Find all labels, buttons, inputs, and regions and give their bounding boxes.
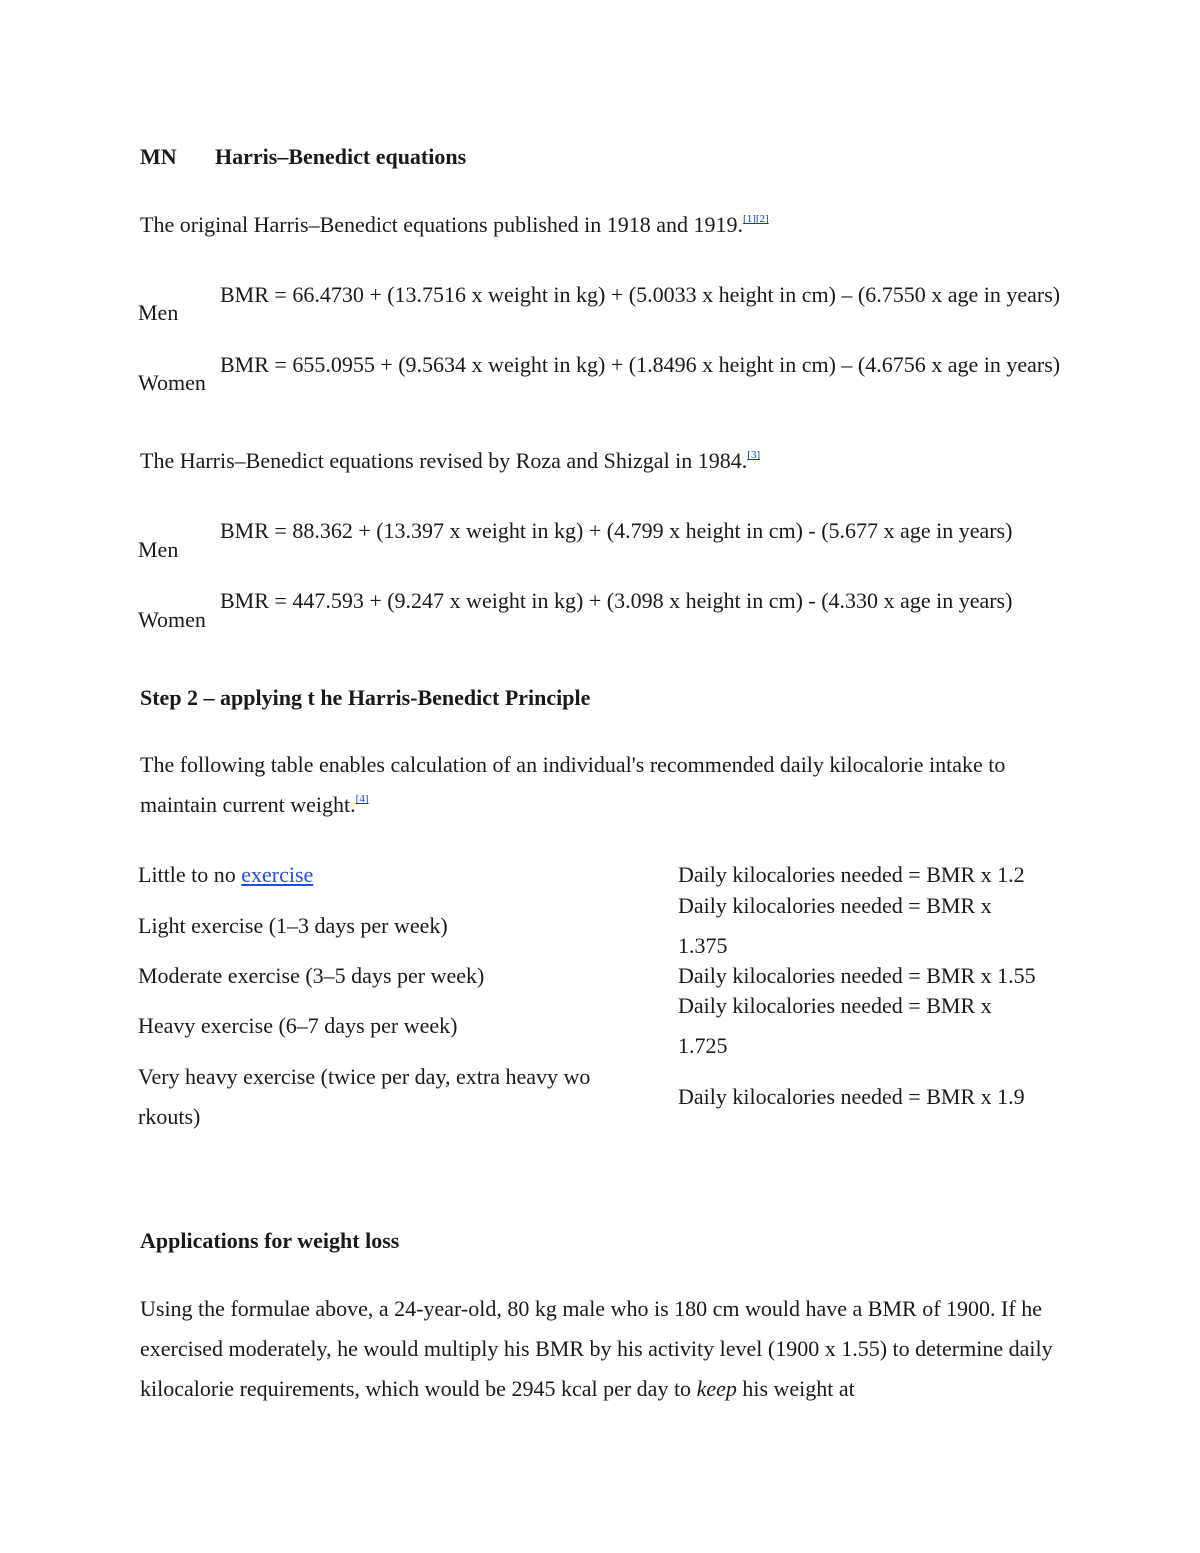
doc-title: Harris–Benedict equations — [215, 144, 467, 169]
activity-row-4-label: Heavy exercise (6–7 days per week) — [138, 1013, 458, 1038]
revised-women-label: Women — [138, 607, 206, 632]
weight-loss-paragraph — [140, 1289, 1065, 1409]
citation-link-4[interactable]: [4] — [355, 793, 369, 805]
original-women-equation: BMR = 655.0955 + (9.5634 x weight in kg) + (1.8496 x height in cm) – (4.6756 x age in years) — [220, 352, 1061, 377]
original-women-label: Women — [138, 370, 206, 395]
original-men-equation: BMR = 66.4730 + (13.7516 x weight in kg) + (5.0033 x height in cm) – (6.7550 x age in years) — [220, 282, 1061, 307]
activity-row-4-value: Daily kilocalories needed = BMR x 1.725 — [678, 993, 992, 1058]
citation-link-3[interactable]: [3] — [747, 449, 761, 461]
original-intro — [140, 205, 769, 245]
exercise-link[interactable]: exercise — [241, 862, 314, 887]
activity-row-3-label: Moderate exercise (3–5 days per week) — [138, 963, 485, 988]
revised-intro-text: The Harris–Benedict equations revised by Roza and Shizgal in 1984. — [140, 448, 748, 473]
weight-loss-emphasis: keep — [696, 1376, 737, 1401]
activity-row-2-value: Daily kilocalories needed = BMR x 1.375 — [678, 893, 992, 958]
activity-row-2-label: Light exercise (1–3 days per week) — [138, 913, 448, 938]
revised-men-equation: BMR = 88.362 + (13.397 x weight in kg) + (4.799 x height in cm) - (5.677 x age in years) — [220, 518, 1013, 543]
weight-loss-text-1: Using the formulae above, a 24-year-old, 80 kg male who is 180 cm would have a BMR of 1900. If he exercised moderately, he would multiply his BMR by his activity level (1900 x 1.55) to determine daily kilocalorie requirements, which would be 2945 kcal per day to — [140, 1296, 1053, 1401]
activity-row-1-label — [138, 855, 638, 895]
weight-loss-text-2: his weight at — [736, 1376, 855, 1401]
citation-link-1-2[interactable]: [1][2] — [743, 213, 769, 225]
revised-men-label: Men — [138, 537, 179, 562]
original-men-label: Men — [138, 300, 179, 325]
weight-loss-heading: Applications for weight loss — [140, 1228, 400, 1253]
activity-row-5-value: Daily kilocalories needed = BMR x 1.9 — [678, 1084, 1025, 1109]
step2-intro — [140, 745, 1060, 825]
original-intro-text: The original Harris–Benedict equations published in 1918 and 1919. — [140, 212, 744, 237]
step2-heading: Step 2 – applying t he Harris-Benedict Principle — [140, 685, 591, 710]
activity-row-1-prefix: Little to no — [138, 862, 242, 887]
activity-row-1-value: Daily kilocalories needed = BMR x 1.2 — [678, 862, 1025, 887]
doc-code: MN — [140, 144, 177, 169]
activity-row-5-label: Very heavy exercise (twice per day, extra heavy wo rkouts) — [138, 1064, 591, 1129]
activity-row-3-value: Daily kilocalories needed = BMR x 1.55 — [678, 963, 1036, 988]
revised-intro — [140, 441, 760, 481]
step2-intro-text: The following table enables calculation of an individual's recommended daily kilocalorie intake to maintain current weight. — [140, 752, 1006, 817]
revised-women-equation: BMR = 447.593 + (9.247 x weight in kg) + (3.098 x height in cm) - (4.330 x age in years) — [220, 588, 1013, 613]
